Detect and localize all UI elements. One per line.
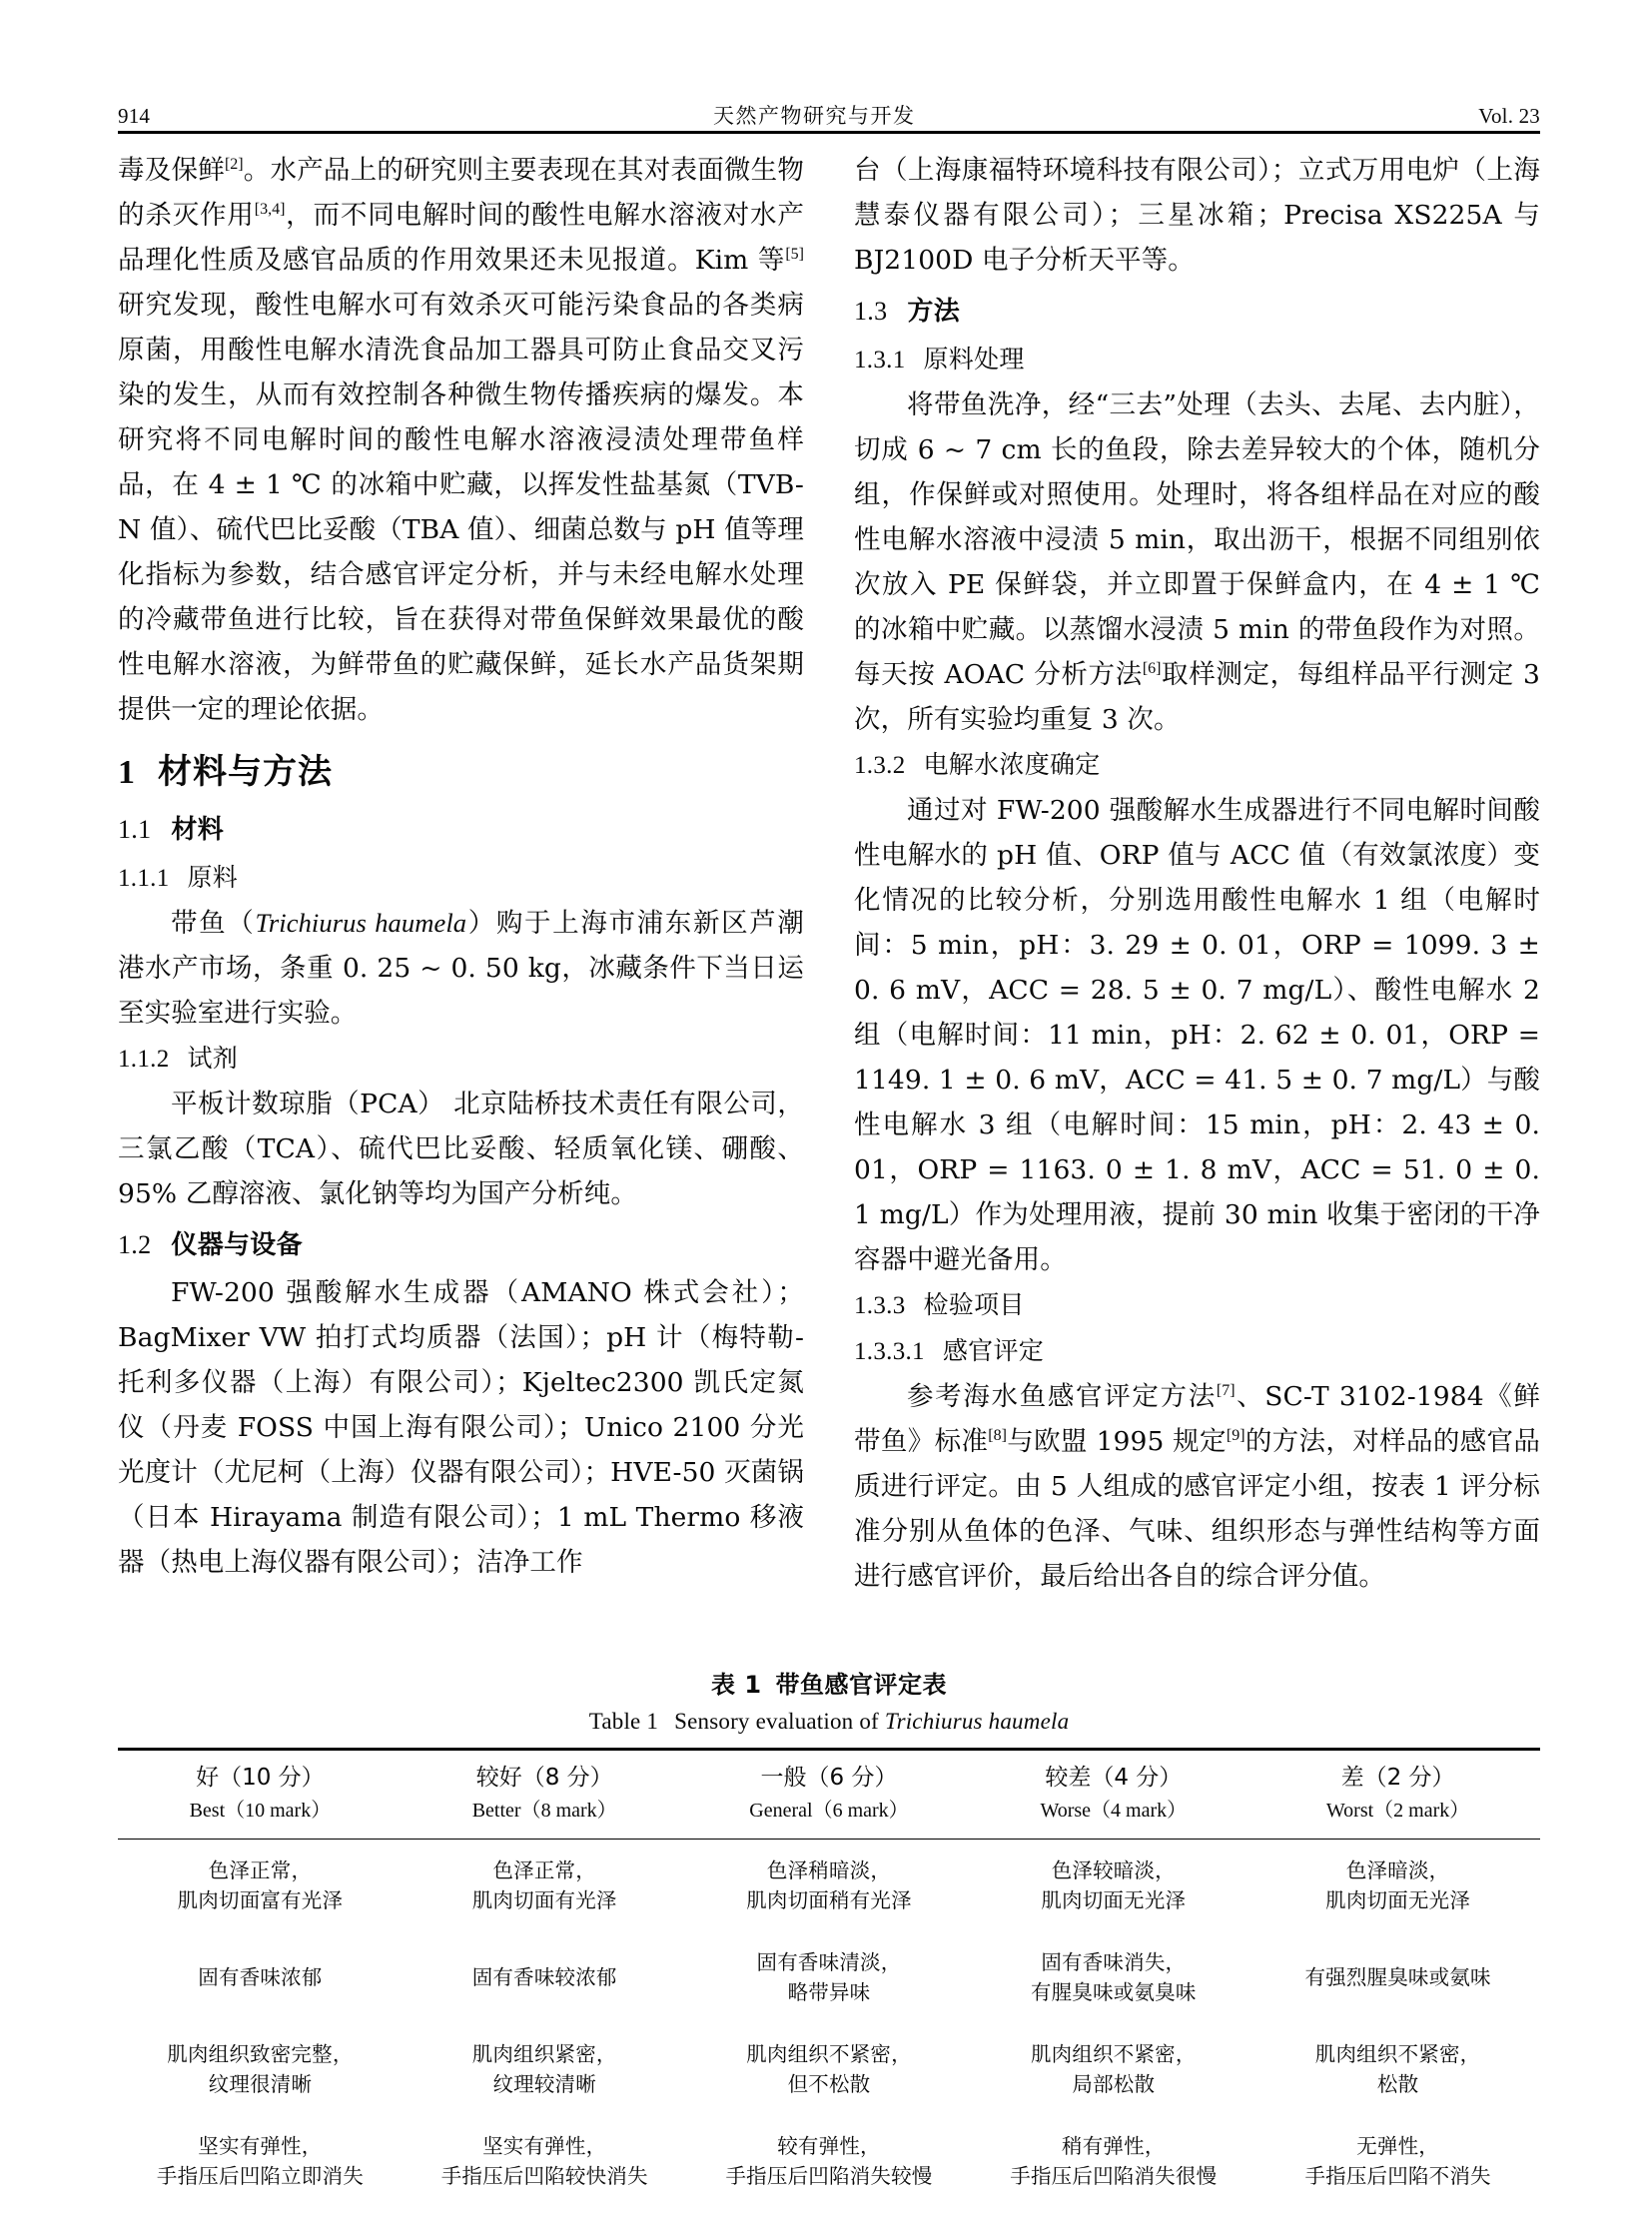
section-number-1-1-2: 1.1.2 (118, 1046, 170, 1073)
sensory-text-2: 、SC-T 3102-1984《鲜带鱼》标准 (854, 1381, 1540, 1457)
section-number-1-2: 1.2 (118, 1230, 152, 1259)
table-cell: 坚实有弹性， 手指压后凹陷立即消失 (156, 2134, 364, 2188)
volume-label: Vol. 23 (1478, 104, 1540, 128)
table-cell: 肌肉组织不紧密， 局部松散 (1030, 2042, 1197, 2096)
table-cell: 色泽正常， 肌肉切面富有光泽 (177, 1858, 344, 1912)
raw-material-text-2: ）购于上海市浦东新区芦潮港水产市场，条重 0. 25 ~ 0. 50 kg，冰藏条件下当日运至实验室进行实验。 (118, 908, 805, 1029)
table-cell: 固有香味消失， 有腥臭味或氨臭味 (1030, 1950, 1197, 2004)
table-caption-en (118, 1702, 1540, 1742)
paragraph-material-handling (854, 382, 1540, 742)
section-heading-1 (118, 748, 804, 797)
col-header-en-1: Better（8 mark） (471, 1800, 617, 1822)
section-number-1-1: 1.1 (118, 815, 152, 844)
section-heading-1-3-3 (854, 1282, 1540, 1328)
intro-text-4: 研究发现，酸性电解水可有效杀灭可能污染食品的各类病原菌，用酸性电解水清洗食品加工器具可防止食品交叉污染的发生，从而有效控制各种微生物传播疾病的爆发。本研究将不同电解时间的酸性电解水溶液浸渍处理带鱼样品，在 4 ± 1 ℃ 的冰箱中贮藏，以挥发性盐基氮（TVB-N 值）、硫代巴比妥酸（TBA 值）、细菌总数与 pH 值等理化指标为参数，结合感官评定分析，并与未经电解水处理的冷藏带鱼进行比较，旨在获得对带鱼保鲜效果最优的酸性电解水溶液，为鲜带鱼的贮藏保鲜，延长水产品货架期提供一定的理论依据。 (118, 290, 804, 725)
citation-ref-8: [8] (988, 1427, 1007, 1445)
table-caption-en-number: Table 1 (588, 1709, 659, 1734)
section-number-1-3: 1.3 (854, 297, 888, 326)
citation-ref-3-4: [3,4] (254, 201, 286, 219)
section-title-1-3: 方法 (907, 297, 961, 327)
table-caption-cn-title: 带鱼感官评定表 (775, 1671, 948, 1699)
table-row (118, 1931, 1540, 2023)
col-header-en-3: Worse（4 mark） (1040, 1800, 1188, 1822)
section-title-1-3-3: 检验项目 (923, 1290, 1025, 1319)
paragraph-sensory-evaluation (854, 1374, 1540, 1599)
section-title-1-3-1: 原料处理 (923, 345, 1025, 373)
table-cell: 有强烈腥臭味或氨味 (1304, 1965, 1491, 1989)
table-col-header-4 (1255, 1750, 1540, 1840)
section-heading-1-1-1 (118, 855, 804, 901)
table-cell: 较有弹性， 手指压后凹陷消失较慢 (725, 2134, 933, 2188)
col-header-cn-4: 差（2 分） (1340, 1765, 1455, 1791)
table-cell: 固有香味较浓郁 (471, 1965, 617, 1989)
section-heading-1-1-2 (118, 1036, 804, 1082)
section-heading-1-3 (854, 289, 1540, 335)
table-col-header-1 (403, 1750, 687, 1840)
citation-ref-9: [9] (1226, 1427, 1245, 1445)
section-number-1-3-3-1: 1.3.3.1 (854, 1338, 925, 1365)
running-head (118, 100, 1540, 130)
citation-ref-7: [7] (1216, 1382, 1236, 1400)
table-cell: 稍有弹性， 手指压后凹陷消失很慢 (1010, 2134, 1218, 2188)
table-col-header-0 (118, 1750, 403, 1840)
table-cell: 肌肉组织不紧密， 但不松散 (746, 2042, 912, 2096)
table-head (118, 1750, 1540, 1840)
paragraph-intro (118, 148, 804, 732)
header-rule (118, 131, 1540, 134)
section-title-1-3-2: 电解水浓度确定 (923, 750, 1101, 779)
table-caption-en-title: Sensory evaluation of (674, 1709, 885, 1734)
section-number-1-1-1: 1.1.1 (118, 865, 170, 892)
intro-text-1: 毒及保鲜 (118, 155, 225, 186)
body-columns (118, 148, 1540, 1599)
paragraph-reagents: 平板计数琼脂（PCA） 北京陆桥技术责任有限公司，三氯乙酸（TCA）、硫代巴比妥酸、轻质氧化镁、硼酸、95% 乙醇溶液、氯化钠等均为国产分析纯。 (118, 1089, 804, 1209)
section-number-1: 1 (118, 754, 136, 791)
section-title-1-1-2: 试剂 (187, 1044, 239, 1073)
table-row (118, 2115, 1540, 2207)
section-heading-1-3-3-1 (854, 1328, 1540, 1374)
table-cell: 肌肉组织紧密， 纹理较清晰 (471, 2042, 617, 2096)
table-cell: 肌肉组织不紧密， 松散 (1314, 2042, 1481, 2096)
table-cell: 固有香味清淡， 略带异味 (756, 1950, 902, 2004)
section-heading-1-1 (118, 807, 804, 853)
sensory-text-4: 的方法，对样品的感官品质进行评定。由 5 人组成的感官评定小组，按表 1 评分标准分别从鱼体的色泽、气味、组织形态与弹性结构等方面进行感官评价，最后给出各自的综合评分值。 (854, 1426, 1540, 1592)
table-caption-en-species: Trichiurus haumela (884, 1709, 1070, 1734)
section-title-1-2: 仪器与设备 (171, 1230, 303, 1260)
intro-text-3: ，而不同电解时间的酸性电解水溶液对水产品理化性质及感官品质的作用效果还未见报道。Kim 等 (118, 200, 805, 276)
species-name: Trichiurus haumela (255, 908, 467, 938)
citation-ref-5: [5] (785, 246, 804, 264)
section-heading-1-2 (118, 1222, 804, 1268)
section-number-1-3-2: 1.3.2 (854, 752, 906, 779)
table-cell: 无弹性， 手指压后凹陷不消失 (1304, 2134, 1491, 2188)
section-title-1: 材料与方法 (158, 752, 333, 792)
material-handling-text-2: 取样测定，每组样品平行测定 3 次，所有实验均重复 3 次。 (854, 659, 1540, 735)
table-cell: 色泽正常， 肌肉切面有光泽 (471, 1858, 617, 1912)
page-number: 914 (118, 104, 151, 128)
table-cell: 色泽稍暗淡， 肌肉切面稍有光泽 (746, 1858, 912, 1912)
table-body (118, 1840, 1540, 2208)
table-header-row (118, 1750, 1540, 1840)
col-header-cn-3: 较差（4 分） (1045, 1765, 1183, 1791)
sensory-evaluation-table (118, 1748, 1540, 2207)
section-heading-1-3-2 (854, 742, 1540, 788)
left-column (118, 148, 804, 1599)
section-title-1-3-3-1: 感官评定 (942, 1336, 1045, 1365)
section-number-1-3-1: 1.3.1 (854, 347, 906, 373)
table-cell: 色泽暗淡， 肌肉切面无光泽 (1325, 1858, 1471, 1912)
sensory-text-1: 参考海水鱼感官评定方法 (907, 1381, 1217, 1412)
raw-material-text-1: 带鱼（ (171, 908, 256, 939)
sensory-text-3: 与欧盟 1995 规定 (1006, 1426, 1227, 1457)
paragraph-instruments: FW-200 强酸解水生成器（AMANO 株式会社）；BagMixer VW 拍打式均质器（法国）；pH 计（梅特勒-托利多仪器（上海）有限公司）；Kjeltec2300 凯氏定氮仪（丹麦 FOSS 中国上海有限公司）；Unico 2100 分光光度计（尤尼柯（上海）仪器有限公司）；HVE-50 灭菌锅（日本 Hirayama 制造有限公司）；1 mL Thermo 移液器（热电上海仪器有限公司）；洁净工作 (118, 1277, 804, 1578)
table-1-block (118, 1668, 1540, 2207)
section-heading-1-3-1 (854, 337, 1540, 382)
col-header-cn-0: 好（10 分） (196, 1765, 325, 1791)
citation-ref-6: [6] (1142, 660, 1162, 678)
col-header-cn-2: 一般（6 分） (760, 1765, 898, 1791)
table-col-header-2 (687, 1750, 972, 1840)
section-title-1-1-1: 原料 (187, 863, 239, 892)
table-caption-cn (118, 1668, 1540, 1702)
table-col-header-3 (971, 1750, 1255, 1840)
col-header-en-0: Best（10 mark） (189, 1800, 332, 1822)
table-row (118, 2023, 1540, 2115)
material-handling-text-1: 将带鱼洗净，经“三去”处理（去头、去尾、去内脏），切成 6 ~ 7 cm 长的鱼段，除去差异较大的个体，随机分组，作保鲜或对照使用。处理时，将各组样品在对应的酸性电解水溶液中浸渍 5 min，取出沥干，根据不同组别依次放入 PE 保鲜袋，并立即置于保鲜盒内，在 4 ± 1 ℃ 的冰箱中贮藏。以蒸馏水浸渍 5 min 的带鱼段作为对照。每天按 AOAC 分析方法 (854, 389, 1540, 690)
paragraph-instruments-cont: 台（上海康福特环境科技有限公司）；立式万用电炉（上海慧泰仪器有限公司）；三星冰箱；Precisa XS225A 与 BJ2100D 电子分析天平等。 (854, 155, 1540, 276)
table-cell: 固有香味浓郁 (198, 1965, 323, 1989)
table-row (118, 1840, 1540, 1932)
table-caption-cn-number: 表 1 (710, 1671, 762, 1699)
paragraph-water-concentration: 通过对 FW-200 强酸解水生成器进行不同电解时间酸性电解水的 pH 值、ORP 值与 ACC 值（有效氯浓度）变化情况的比较分析，分别选用酸性电解水 1 组（电解时间：5 min，pH：3. 29 ± 0. 01，ORP = 1099. 3 ± 0. 6 mV，ACC = 28. 5 ± 0. 7 mg/L）、酸性电解水 2 组（电解时间：11 min，pH：2. 62 ± 0. 01，ORP = 1149. 1 ± 0. 6 mV，ACC = 41. 5 ± 0. 7 mg/L）与酸性电解水 3 组（电解时间：15 min，pH：2. 43 ± 0. 01，ORP = 1163. 0 ± 1. 8 mV，ACC = 51. 0 ± 0. 1 mg/L）作为处理用液，提前 30 min 收集于密闭的干净容器中避光备用。 (854, 795, 1540, 1275)
journal-title: 天然产物研究与开发 (712, 104, 916, 128)
col-header-cn-1: 较好（8 分） (475, 1765, 613, 1791)
col-header-en-2: General（6 mark） (749, 1800, 909, 1822)
section-title-1-1: 材料 (171, 815, 225, 845)
section-number-1-3-3: 1.3.3 (854, 1292, 906, 1319)
table-cell: 肌肉组织致密完整， 纹理很清晰 (167, 2042, 354, 2096)
right-column (854, 148, 1540, 1599)
citation-ref-2: [2] (224, 156, 244, 174)
col-header-en-4: Worst（2 mark） (1325, 1800, 1470, 1822)
paragraph-raw-material (118, 901, 804, 1036)
table-cell: 坚实有弹性， 手指压后凹陷较快消失 (440, 2134, 648, 2188)
table-cell: 色泽较暗淡， 肌肉切面无光泽 (1041, 1858, 1187, 1912)
intro-text-2: 。水产品上的研究则主要表现在其对表面微生物的杀灭作用 (118, 155, 804, 231)
